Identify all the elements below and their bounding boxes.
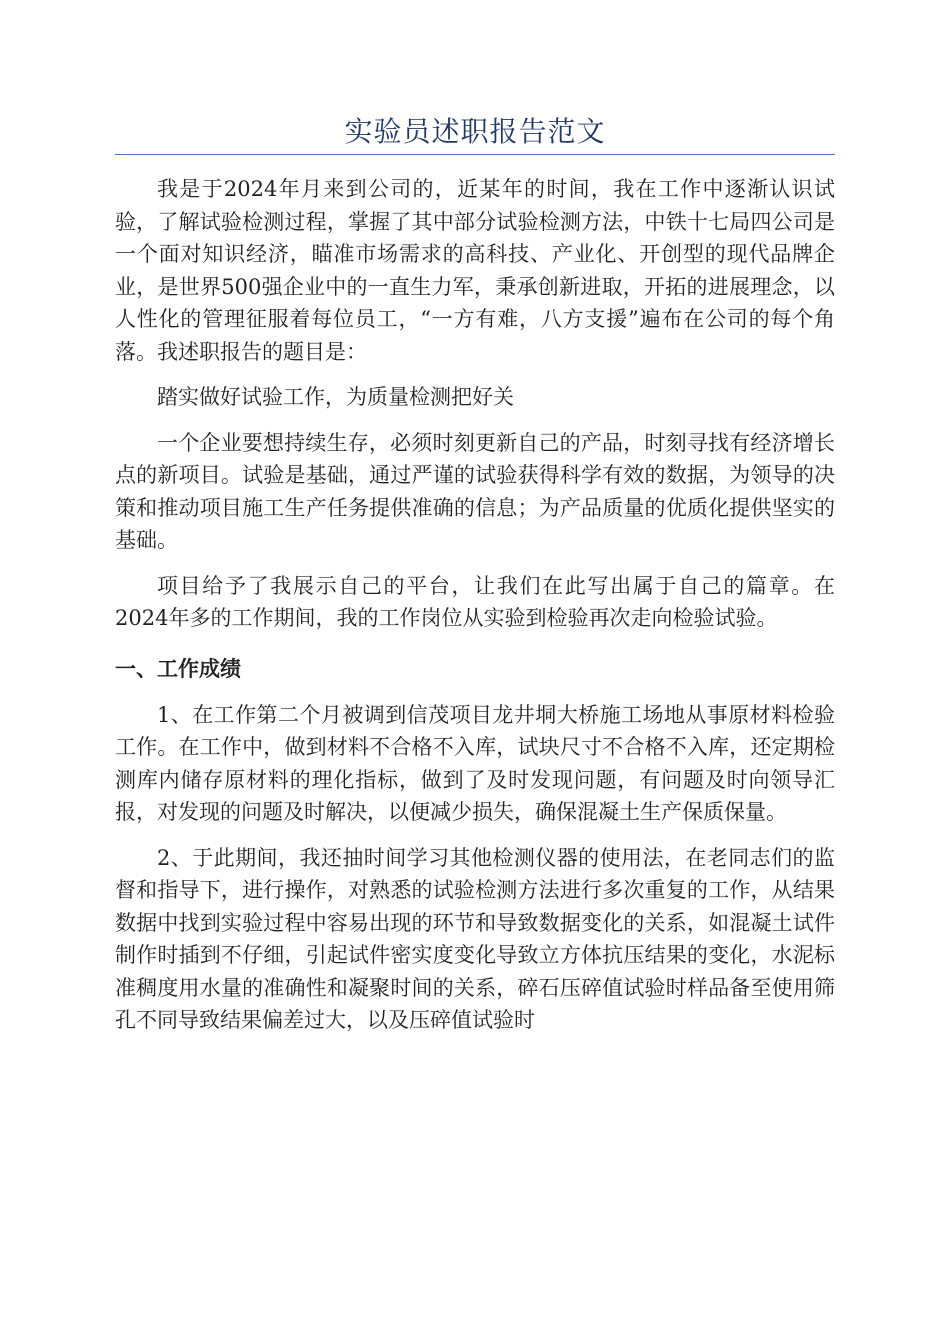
document-body [115, 173, 835, 1037]
intro-paragraph: 我是于2024年月来到公司的，近某年的时间，我在工作中逐渐认识试验，了解试验检测过程，掌握了其中部分试验检测方法，中铁十七局四公司是一个面对知识经济，瞄准市场需求的高科技、产业化、开创型的现代品牌企业，是世界500强企业中的一直生力军，秉承创新进取，开拓的进展理念，以人性化的管理征服着每位员工，“一方有难，八方支援”遍布在公司的每个角落。我述职报告的题目是： [115, 177, 835, 364]
section-paragraph: 2、于此期间，我还抽时间学习其他检测仪器的使用法，在老同志们的监督和指导下，进行操作，对熟悉的试验检测方法进行多次重复的工作，从结果数据中找到实验过程中容易出现的环节和导致数据变化的关系，如混凝土试件制作时插到不仔细，引起试件密实度变化导致立方体抗压结果的变化，水泥标准稠度用水量的准确性和凝聚时间的关系，碎石压碎值试验时样品备至使用筛孔不同导致结果偏差过大，以及压碎值试验时 [115, 845, 835, 1032]
title-underline [115, 154, 835, 155]
section-heading-work-results: 一、工作成绩 [115, 656, 241, 681]
body-paragraph: 项目给予了我展示自己的平台，让我们在此写出属于自己的篇章。在2024年多的工作期间，我的工作岗位从实验到检验再次走向检验试验。 [115, 573, 835, 630]
body-paragraph: 一个企业要想持续生存，必须时刻更新自己的产品，时刻寻找有经济增长点的新项目。试验是基础，通过严谨的试验获得科学有效的数据，为领导的决策和推动项目施工生产任务提供准确的信息；为产品质量的优质化提供坚实的基础。 [115, 430, 835, 552]
document-title: 实验员述职报告范文 [344, 115, 606, 148]
section-paragraph: 1、在工作第二个月被调到信茂项目龙井垌大桥施工场地从事原材料检验工作。在工作中，做到材料不合格不入库，试块尺寸不合格不入库，还定期检测库内储存原材料的理化指标，做到了及时发现问题，有问题及时向领导汇报，对发现的问题及时解决，以便减少损失，确保混凝土生产保质保量。 [115, 702, 835, 824]
document-page [115, 0, 835, 1050]
report-subtitle-paragraph: 踏实做好试验工作，为质量检测把好关 [157, 385, 514, 409]
